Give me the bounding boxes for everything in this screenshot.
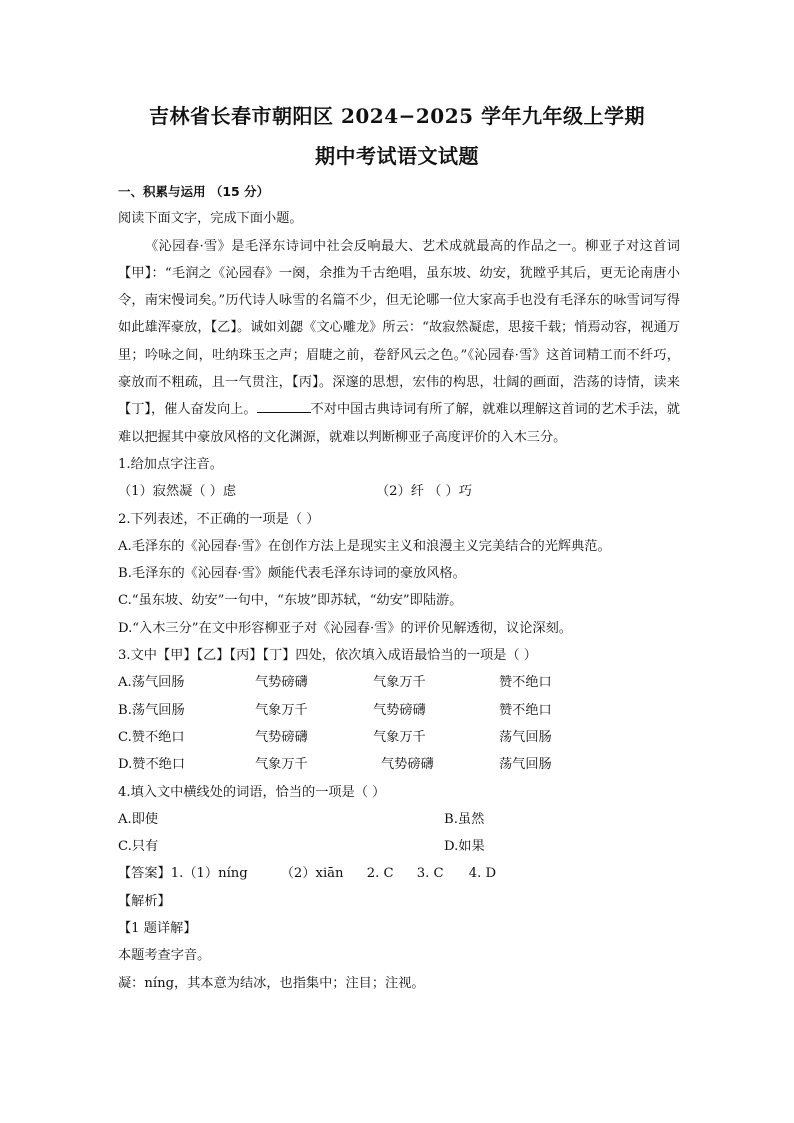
option-cell: 荡气回肠 [499,757,552,773]
option-cell: 气势磅礴 [381,757,434,773]
passage-text-part2: 不对中国古典诗词有所了解，就难以理解这首词的艺术手法，就难以把握其中豪放风格的文化渊源，就难以判断柳亚子高度评价的入木三分。 [118,402,680,445]
question-2-option-d: D.“入木三分”在文中形容柳亚子对《沁园春·雪》的评价见解透彻，议论深刻。 [118,620,572,636]
analysis-label: 【解析】 [118,893,171,909]
instruction-text: 阅读下面文字，完成下面小题。 [118,211,303,227]
answer-part: 4. D [468,866,497,882]
option-cell: D.赞不绝口 [118,757,186,773]
analysis-text-1: 本题考查字音。 [118,948,211,964]
question-1-item-2: （2）纤 （ ）巧 [376,484,472,500]
question-4-stem: 4.填入文中横线处的词语，恰当的一项是（ ） [118,784,386,800]
document-title: 吉林省长春市朝阳区 2024−2025 学年九年级上学期 [148,104,645,128]
question-4-option-a: A.即使 [118,811,159,827]
question-2-option-b: B.毛泽东的《沁园春·雪》颇能代表毛泽东诗词的豪放风格。 [118,566,466,582]
option-cell: 气象万千 [255,757,308,773]
option-cell: 气势磅礴 [255,675,308,691]
option-cell: 荡气回肠 [499,729,552,745]
answer-part: 2. C [366,866,394,882]
option-cell: 气势磅礴 [255,729,308,745]
option-cell: 气象万千 [373,675,426,691]
question-2-stem: 2.下列表述，不正确的一项是（ ） [118,511,320,527]
analysis-text-2: 凝：níng，其本意为结冰，也指集中；注目；注视。 [118,975,425,991]
question-3-option-a [118,669,680,696]
section-heading: 一、积累与运用 （15 分） [118,184,270,199]
answer-row [118,860,680,887]
question-3-option-d [118,751,680,778]
answer-part: （2）xiān [280,866,344,882]
question-2-option-a: A.毛泽东的《沁园春·雪》在创作方法上是现实主义和浪漫主义完美结合的光辉典范。 [118,538,611,554]
question-4-options-row-1 [118,806,680,833]
question-4-option-c: C.只有 [118,839,159,855]
question-3-stem: 3.文中【甲】【乙】【丙】【丁】四处，依次填入成语最恰当的一项是（ ） [118,648,537,664]
question-3-option-c [118,724,680,751]
fill-blank [257,398,311,413]
question-1-item-1: （1）寂然凝（ ）虑 [118,484,237,500]
option-cell: B.荡气回肠 [118,702,185,718]
question-4-option-d: D.如果 [444,839,485,855]
document-body [118,178,680,997]
option-cell: 赞不绝口 [499,675,552,691]
question-4-option-b: B.虽然 [444,811,485,827]
question-1-stem: 1.给加点字注音。 [118,456,223,472]
question-3-option-b [118,697,680,724]
answer-label: 【答案】 [118,866,171,882]
option-cell: 气象万千 [373,729,426,745]
passage-text-part1: 《沁园春·雪》是毛泽东诗词中社会反响最大、艺术成就最高的作品之一。柳亚子对这首词【甲】：“毛润之《沁园春》一阕，余推为千古绝唱，虽东坡、幼安，犹瞠乎其后，更无论南唐小令，南宋慢词矣。”历代诗人咏雪的名篇不少，但无论哪一位大家高手也没有毛泽东的咏雪词写得如此雄浑豪放，【乙】。诚如刘勰《文心雕龙》所云：“故寂然凝虑，思接千载；悄焉动容，视通万里；吟咏之间，吐纳珠玉之声；眉睫之前，卷舒风云之色。”《沁园春·雪》这首词精工而不纤巧，豪放而不粗疏，且一气贯注，【丙】。深邃的思想，宏伟的构思，壮阔的画面，浩荡的诗情，读来【丁】，催人奋发向上。 [118,238,680,418]
option-cell: 赞不绝口 [499,702,552,718]
option-cell: 气势磅礴 [373,702,426,718]
option-cell: C.赞不绝口 [118,729,185,745]
option-cell: A.荡气回肠 [118,675,185,691]
question-2-option-c: C.“虽东坡、幼安”一句中，“东坡”即苏轼，“幼安”即陆游。 [118,593,463,609]
question-1-items [118,478,680,505]
reading-passage [118,233,680,451]
option-cell: 气象万千 [255,702,308,718]
question-4-options-row-2 [118,833,680,860]
document-subtitle: 期中考试语文试题 [315,144,479,168]
answer-part: 3. C [416,866,444,882]
answer-part: 1.（1）níng [170,866,248,882]
analysis-subheading: 【1 题详解】 [118,921,197,937]
